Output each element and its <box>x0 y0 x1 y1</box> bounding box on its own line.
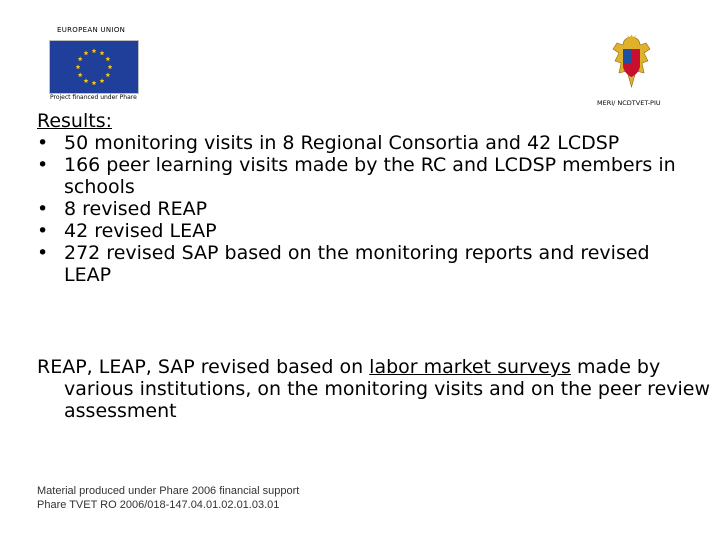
list-item: • 272 revised SAP based on the monitoring reports and revised LEAP <box>37 242 687 286</box>
results-heading: Results: <box>37 110 113 132</box>
eu-flag-icon <box>49 40 139 94</box>
footer-note <box>37 484 299 512</box>
summary-paragraph <box>37 356 714 422</box>
eu-title: EUROPEAN UNION <box>57 26 126 34</box>
summary-text-end: made by various institutions, on the monitoring visits and on the peer review assessment <box>64 356 711 422</box>
footer-line-1: Material produced under Phare 2006 financial support <box>37 485 300 497</box>
ministry-label: MERI/ NCDTVET-PIU <box>597 99 661 107</box>
romania-coat-of-arms-icon <box>609 33 654 91</box>
list-item: • 42 revised LEAP <box>37 220 687 242</box>
results-list <box>37 132 687 286</box>
labor-market-surveys-link: labor market surveys <box>369 356 571 378</box>
list-item: • 166 peer learning visits made by the RC and LCDSP members in schools <box>37 154 687 198</box>
eu-caption: Project financed under Phare <box>50 94 137 101</box>
footer-line-2: Phare TVET RO 2006/018-147.04.01.02.01.03.01 <box>37 499 280 511</box>
list-item: • 50 monitoring visits in 8 Regional Consortia and 42 LCDSP <box>37 132 687 154</box>
summary-text-start: REAP, LEAP, SAP revised based on <box>37 356 370 378</box>
list-item: • 8 revised REAP <box>37 198 687 220</box>
results-section <box>37 110 687 286</box>
